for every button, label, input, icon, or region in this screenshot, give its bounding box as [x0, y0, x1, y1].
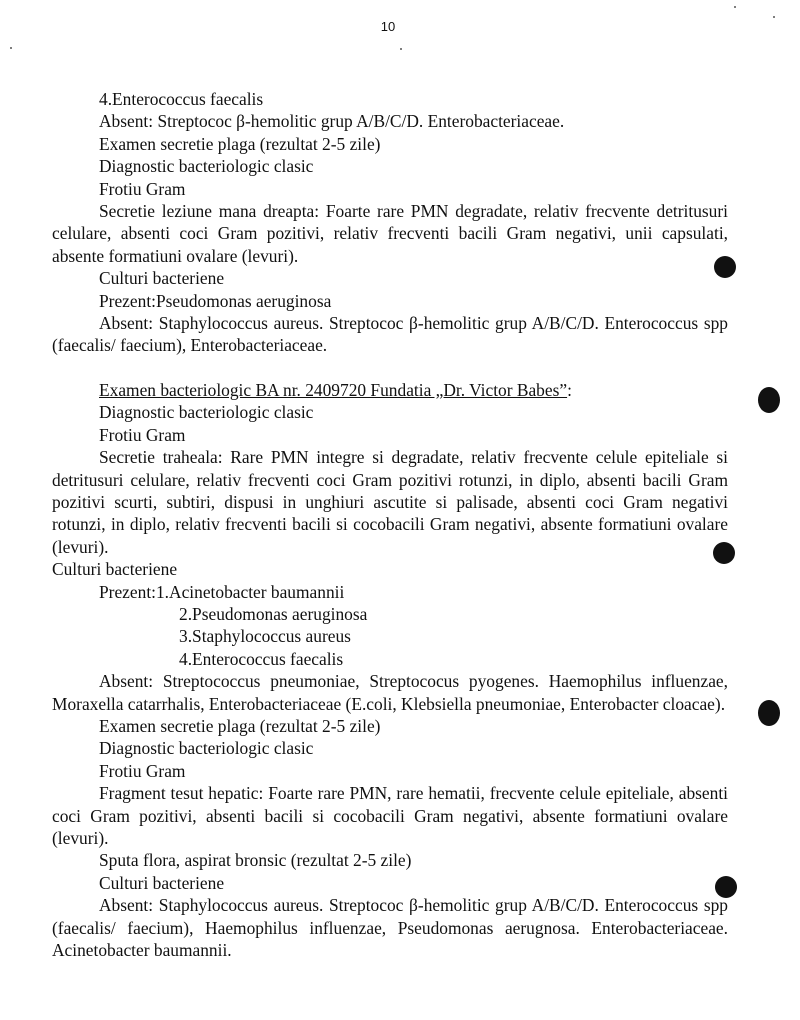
text-line: Diagnostic bacteriologic clasic — [99, 402, 314, 423]
text-line: Examen secretie plaga (rezultat 2-5 zile) — [99, 715, 381, 736]
paragraph: Fragment tesut hepatic: Foarte rare PMN, rare hematii, frecvente celule epiteliale, absenti coci Gram pozitivi, absenti bacili si cocobacili Gram negativi, absente formatiuni ovalare (levuri). — [52, 783, 728, 848]
text-line: Prezent:1.Acinetobacter baumannii — [99, 581, 345, 602]
paragraph: Secretie traheala: Rare PMN integre si degradate, relativ frecvente celule epiteliale si detritusuri celulare, relativ frecventi coci Gram pozitivi rotunzi, in diplo, absenti bacili Gram pozitivi scurti, subtiri, dispusi in unghiuri ascutite si palisade, absenti coci Gram negativi rotunzi, in diplo, relativ frecventi bacili si cocobacili Gram negativi, absente formatiuni ovalare (levuri). — [52, 447, 728, 557]
text-line: 3.Staphylococcus aureus — [179, 626, 351, 647]
text-line: Frotiu Gram — [99, 178, 186, 199]
text-line: Frotiu Gram — [99, 424, 186, 445]
punch-hole-mark — [758, 700, 780, 726]
text-line: Diagnostic bacteriologic clasic — [99, 156, 314, 177]
text-line: Examen secretie plaga (rezultat 2-5 zile) — [99, 133, 381, 154]
page-number: 10 — [380, 19, 396, 34]
text-line: Absent: Streptococ β-hemolitic grup A/B/C/D. Enterobacteriaceae. — [99, 111, 565, 132]
text-line: Culturi bacteriene — [99, 872, 225, 893]
punch-hole-mark — [758, 387, 780, 413]
section-heading — [52, 379, 728, 401]
scan-speck — [10, 47, 12, 49]
text-line: Sputa flora, aspirat bronsic (rezultat 2-5 zile) — [99, 850, 412, 871]
paragraph: Absent: Staphylococcus aureus. Streptococ β-hemolitic grup A/B/C/D. Enterococcus spp (faecalis/ faecium), Haemophilus influenzae, Pseudomonas aerugnosa. Enterobacteriaceae. Acinetobacter baumannii. — [52, 895, 728, 961]
scan-speck — [773, 16, 775, 18]
section-heading-text: Examen bacteriologic BA nr. 2409720 Fundatia „Dr. Victor Babes” — [99, 379, 568, 400]
document-body — [52, 88, 728, 961]
spacer — [52, 357, 728, 379]
text-line: Diagnostic bacteriologic clasic — [99, 738, 314, 759]
text-line: Frotiu Gram — [99, 760, 186, 781]
text-line: 4.Enterococcus faecalis — [179, 648, 344, 669]
scan-speck — [734, 6, 736, 8]
text-line: 4.Enterococcus faecalis — [99, 89, 264, 109]
section-heading-colon: : — [567, 379, 572, 400]
text-line: 2.Pseudomonas aeruginosa — [179, 603, 368, 624]
paragraph: Absent: Streptococcus pneumoniae, Streptococus pyogenes. Haemophilus influenzae, Moraxella catarrhalis, Enterobacteriaceae (E.coli, Klebsiella pneumoniae, Enterobacter cloacae). — [52, 671, 728, 714]
text-line: Culturi bacteriene — [52, 559, 178, 580]
scan-speck — [400, 48, 402, 50]
paragraph: Secretie leziune mana dreapta: Foarte rare PMN degradate, relativ frecvente detritusuri celulare, absenti coci Gram pozitivi, relativ frecventi bacili Gram negativi, unii capsulati, absente formatiuni ovalare (levuri). — [52, 201, 728, 266]
paragraph: Absent: Staphylococcus aureus. Streptococ β-hemolitic grup A/B/C/D. Enterococcus spp (faecalis/ faecium), Enterobacteriaceae. — [52, 313, 728, 356]
text-line: Prezent:Pseudomonas aeruginosa — [99, 290, 332, 311]
text-line: Culturi bacteriene — [99, 268, 225, 289]
